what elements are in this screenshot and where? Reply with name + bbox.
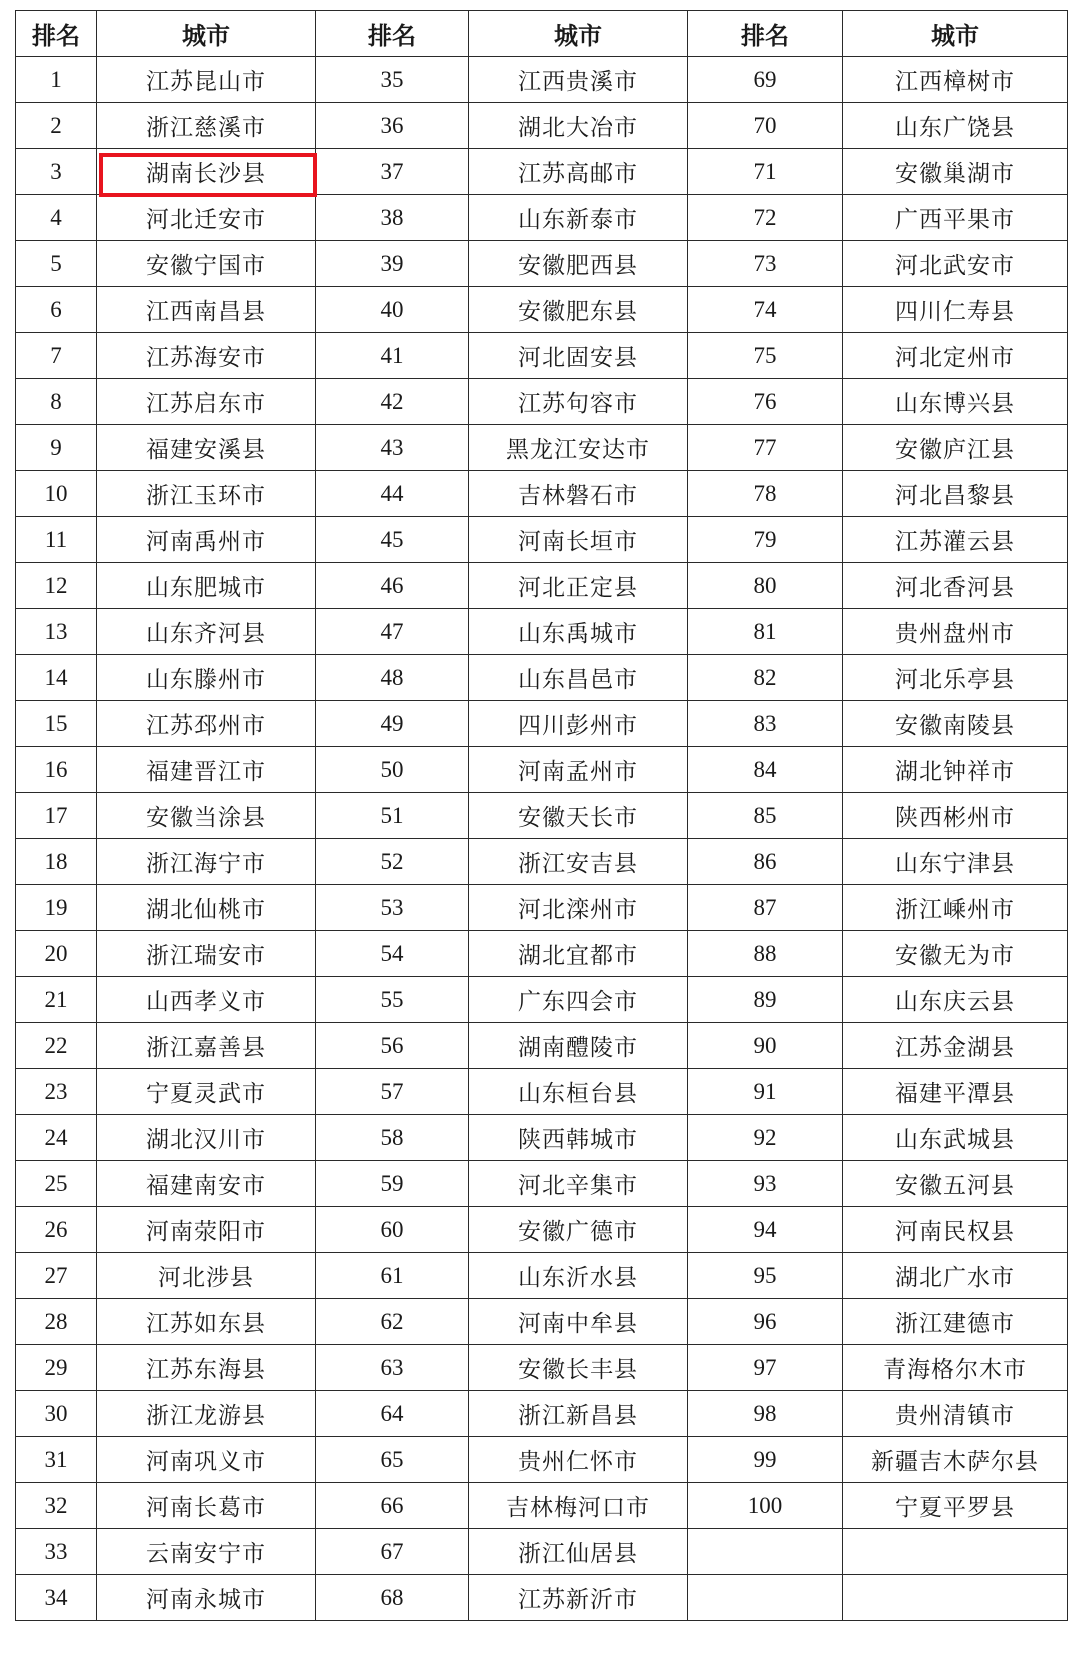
- city-cell: [843, 1575, 1068, 1621]
- rank-cell: 47: [316, 609, 469, 655]
- city-cell: 江西南昌县: [97, 287, 316, 333]
- city-cell: 江苏句容市: [469, 379, 688, 425]
- city-cell: 陕西韩城市: [469, 1115, 688, 1161]
- rank-cell: 70: [688, 103, 843, 149]
- rank-cell: 62: [316, 1299, 469, 1345]
- table-row: [16, 333, 1068, 379]
- table-row: [16, 839, 1068, 885]
- rank-cell: 50: [316, 747, 469, 793]
- rank-cell: 96: [688, 1299, 843, 1345]
- city-cell: 河南荥阳市: [97, 1207, 316, 1253]
- rank-cell: 24: [16, 1115, 97, 1161]
- city-cell: 浙江安吉县: [469, 839, 688, 885]
- rank-cell: 12: [16, 563, 97, 609]
- rank-cell: 54: [316, 931, 469, 977]
- rank-cell: 6: [16, 287, 97, 333]
- table-row: [16, 517, 1068, 563]
- city-cell: 江苏高邮市: [469, 149, 688, 195]
- table-row: [16, 57, 1068, 103]
- table-row: [16, 195, 1068, 241]
- rank-cell: 25: [16, 1161, 97, 1207]
- city-cell: 安徽巢湖市: [843, 149, 1068, 195]
- rank-cell: [688, 1529, 843, 1575]
- rank-cell: 52: [316, 839, 469, 885]
- rank-cell: 21: [16, 977, 97, 1023]
- rank-cell: 88: [688, 931, 843, 977]
- city-cell: 山东沂水县: [469, 1253, 688, 1299]
- rank-cell: 74: [688, 287, 843, 333]
- rank-cell: 55: [316, 977, 469, 1023]
- rank-cell: 95: [688, 1253, 843, 1299]
- rank-cell: 57: [316, 1069, 469, 1115]
- city-cell: 浙江新昌县: [469, 1391, 688, 1437]
- table-row: [16, 655, 1068, 701]
- table-row: [16, 149, 1068, 195]
- rank-cell: 19: [16, 885, 97, 931]
- city-cell: 河南孟州市: [469, 747, 688, 793]
- city-cell: 贵州清镇市: [843, 1391, 1068, 1437]
- table-row: [16, 1023, 1068, 1069]
- table-row: [16, 563, 1068, 609]
- rank-cell: 31: [16, 1437, 97, 1483]
- rank-cell: 89: [688, 977, 843, 1023]
- table-row: [16, 379, 1068, 425]
- rank-cell: 20: [16, 931, 97, 977]
- city-cell: 浙江龙游县: [97, 1391, 316, 1437]
- city-cell: 湖北宜都市: [469, 931, 688, 977]
- city-cell: 河南中牟县: [469, 1299, 688, 1345]
- city-cell: 山东宁津县: [843, 839, 1068, 885]
- rank-cell: 97: [688, 1345, 843, 1391]
- table-row: [16, 1115, 1068, 1161]
- city-cell: 河北定州市: [843, 333, 1068, 379]
- city-cell: 贵州盘州市: [843, 609, 1068, 655]
- table-row: [16, 885, 1068, 931]
- city-cell: 浙江瑞安市: [97, 931, 316, 977]
- city-cell: 安徽肥东县: [469, 287, 688, 333]
- rank-cell: 45: [316, 517, 469, 563]
- city-cell: 新疆吉木萨尔县: [843, 1437, 1068, 1483]
- city-cell: 河北涉县: [97, 1253, 316, 1299]
- rank-cell: 71: [688, 149, 843, 195]
- city-cell: 山东禹城市: [469, 609, 688, 655]
- city-cell: 安徽肥西县: [469, 241, 688, 287]
- table-row: [16, 1437, 1068, 1483]
- city-cell: 山西孝义市: [97, 977, 316, 1023]
- rank-cell: 26: [16, 1207, 97, 1253]
- rank-cell: [688, 1575, 843, 1621]
- rank-cell: 36: [316, 103, 469, 149]
- table-row: [16, 931, 1068, 977]
- rank-cell: 90: [688, 1023, 843, 1069]
- city-cell: 河南长葛市: [97, 1483, 316, 1529]
- rank-cell: 48: [316, 655, 469, 701]
- rank-cell: 33: [16, 1529, 97, 1575]
- table-row: [16, 1207, 1068, 1253]
- rank-column-header: 排名: [316, 11, 469, 57]
- city-column-header: 城市: [843, 11, 1068, 57]
- rank-cell: 83: [688, 701, 843, 747]
- table-row: [16, 471, 1068, 517]
- city-cell: 宁夏平罗县: [843, 1483, 1068, 1529]
- table-row: [16, 1069, 1068, 1115]
- rank-cell: 86: [688, 839, 843, 885]
- city-cell: 山东肥城市: [97, 563, 316, 609]
- rank-cell: 7: [16, 333, 97, 379]
- rank-cell: 91: [688, 1069, 843, 1115]
- rank-cell: 15: [16, 701, 97, 747]
- city-cell: 湖南醴陵市: [469, 1023, 688, 1069]
- city-cell: 河南长垣市: [469, 517, 688, 563]
- city-cell: 河北昌黎县: [843, 471, 1068, 517]
- city-cell: 云南安宁市: [97, 1529, 316, 1575]
- city-cell: 湖北广水市: [843, 1253, 1068, 1299]
- city-cell: 山东滕州市: [97, 655, 316, 701]
- table-row: [16, 103, 1068, 149]
- city-cell: 江苏新沂市: [469, 1575, 688, 1621]
- table-row: [16, 1253, 1068, 1299]
- table-row: [16, 1161, 1068, 1207]
- rank-cell: 98: [688, 1391, 843, 1437]
- city-cell: 山东昌邑市: [469, 655, 688, 701]
- city-cell: 湖北汉川市: [97, 1115, 316, 1161]
- rank-cell: 1: [16, 57, 97, 103]
- city-cell: 四川仁寿县: [843, 287, 1068, 333]
- rank-cell: 82: [688, 655, 843, 701]
- rank-cell: 49: [316, 701, 469, 747]
- city-cell: 河南巩义市: [97, 1437, 316, 1483]
- city-cell: 贵州仁怀市: [469, 1437, 688, 1483]
- city-cell: 福建平潭县: [843, 1069, 1068, 1115]
- city-cell: 浙江仙居县: [469, 1529, 688, 1575]
- rank-cell: 29: [16, 1345, 97, 1391]
- rank-cell: 37: [316, 149, 469, 195]
- city-cell: 江西樟树市: [843, 57, 1068, 103]
- table-body: [16, 57, 1068, 1621]
- rank-cell: 18: [16, 839, 97, 885]
- rank-cell: 53: [316, 885, 469, 931]
- city-cell: 河南禹州市: [97, 517, 316, 563]
- rank-cell: 39: [316, 241, 469, 287]
- table-row: [16, 1391, 1068, 1437]
- rank-column-header: 排名: [16, 11, 97, 57]
- city-column-header: 城市: [97, 11, 316, 57]
- rank-cell: 41: [316, 333, 469, 379]
- city-cell: 浙江慈溪市: [97, 103, 316, 149]
- city-cell: 安徽庐江县: [843, 425, 1068, 471]
- city-cell: 吉林梅河口市: [469, 1483, 688, 1529]
- rank-cell: 99: [688, 1437, 843, 1483]
- rank-cell: 13: [16, 609, 97, 655]
- city-cell: 江苏昆山市: [97, 57, 316, 103]
- table-row: [16, 609, 1068, 655]
- rank-cell: 27: [16, 1253, 97, 1299]
- table-row: [16, 287, 1068, 333]
- city-cell: 浙江海宁市: [97, 839, 316, 885]
- rank-cell: 76: [688, 379, 843, 425]
- table-row: [16, 241, 1068, 287]
- city-cell: 湖北钟祥市: [843, 747, 1068, 793]
- city-cell: 福建南安市: [97, 1161, 316, 1207]
- city-cell: 河北武安市: [843, 241, 1068, 287]
- rank-cell: 40: [316, 287, 469, 333]
- city-cell: 宁夏灵武市: [97, 1069, 316, 1115]
- rank-cell: 72: [688, 195, 843, 241]
- rank-cell: 46: [316, 563, 469, 609]
- city-cell: 河北滦州市: [469, 885, 688, 931]
- table-row: [16, 793, 1068, 839]
- rank-cell: 10: [16, 471, 97, 517]
- city-cell: 浙江嵊州市: [843, 885, 1068, 931]
- rank-cell: 93: [688, 1161, 843, 1207]
- city-cell: 黑龙江安达市: [469, 425, 688, 471]
- city-cell: 江苏东海县: [97, 1345, 316, 1391]
- table-row: [16, 1483, 1068, 1529]
- city-cell: 安徽五河县: [843, 1161, 1068, 1207]
- rank-column-header: 排名: [688, 11, 843, 57]
- rank-cell: 85: [688, 793, 843, 839]
- city-cell: [843, 1529, 1068, 1575]
- rank-cell: 11: [16, 517, 97, 563]
- city-cell: 河南民权县: [843, 1207, 1068, 1253]
- rank-cell: 35: [316, 57, 469, 103]
- city-cell: 浙江建德市: [843, 1299, 1068, 1345]
- city-cell: 江苏如东县: [97, 1299, 316, 1345]
- table-row: [16, 1529, 1068, 1575]
- city-cell: 河北辛集市: [469, 1161, 688, 1207]
- city-cell: 山东庆云县: [843, 977, 1068, 1023]
- rank-cell: 28: [16, 1299, 97, 1345]
- rank-cell: 81: [688, 609, 843, 655]
- city-cell: 湖北大冶市: [469, 103, 688, 149]
- rank-cell: 8: [16, 379, 97, 425]
- rank-cell: 87: [688, 885, 843, 931]
- city-cell: 江苏金湖县: [843, 1023, 1068, 1069]
- city-cell: 河南永城市: [97, 1575, 316, 1621]
- rank-cell: 61: [316, 1253, 469, 1299]
- rank-cell: 64: [316, 1391, 469, 1437]
- city-cell: 安徽当涂县: [97, 793, 316, 839]
- rank-cell: 9: [16, 425, 97, 471]
- city-cell: 江苏灌云县: [843, 517, 1068, 563]
- city-cell: 广东四会市: [469, 977, 688, 1023]
- rank-cell: 69: [688, 57, 843, 103]
- rank-cell: 51: [316, 793, 469, 839]
- city-cell: 湖南长沙县: [97, 149, 316, 195]
- city-cell: 山东新泰市: [469, 195, 688, 241]
- rank-cell: 67: [316, 1529, 469, 1575]
- city-cell: 安徽南陵县: [843, 701, 1068, 747]
- rank-cell: 84: [688, 747, 843, 793]
- rank-cell: 78: [688, 471, 843, 517]
- rank-cell: 100: [688, 1483, 843, 1529]
- ranking-table: [15, 10, 1068, 1621]
- rank-cell: 16: [16, 747, 97, 793]
- rank-cell: 3: [16, 149, 97, 195]
- city-column-header: 城市: [469, 11, 688, 57]
- rank-cell: 56: [316, 1023, 469, 1069]
- city-cell: 河北迁安市: [97, 195, 316, 241]
- rank-cell: 38: [316, 195, 469, 241]
- rank-cell: 43: [316, 425, 469, 471]
- city-cell: 山东广饶县: [843, 103, 1068, 149]
- table-row: [16, 701, 1068, 747]
- rank-cell: 60: [316, 1207, 469, 1253]
- city-cell: 江苏海安市: [97, 333, 316, 379]
- table-row: [16, 977, 1068, 1023]
- city-cell: 福建安溪县: [97, 425, 316, 471]
- rank-cell: 2: [16, 103, 97, 149]
- city-cell: 江西贵溪市: [469, 57, 688, 103]
- rank-cell: 77: [688, 425, 843, 471]
- city-cell: 江苏邳州市: [97, 701, 316, 747]
- rank-cell: 30: [16, 1391, 97, 1437]
- rank-cell: 14: [16, 655, 97, 701]
- city-cell: 青海格尔木市: [843, 1345, 1068, 1391]
- rank-cell: 94: [688, 1207, 843, 1253]
- city-cell: 山东桓台县: [469, 1069, 688, 1115]
- city-cell: 安徽长丰县: [469, 1345, 688, 1391]
- city-cell: 四川彭州市: [469, 701, 688, 747]
- city-cell: 浙江嘉善县: [97, 1023, 316, 1069]
- city-cell: 福建晋江市: [97, 747, 316, 793]
- city-cell: 安徽无为市: [843, 931, 1068, 977]
- city-cell: 山东武城县: [843, 1115, 1068, 1161]
- rank-cell: 66: [316, 1483, 469, 1529]
- rank-cell: 34: [16, 1575, 97, 1621]
- city-cell: 河北香河县: [843, 563, 1068, 609]
- rank-cell: 92: [688, 1115, 843, 1161]
- city-cell: 吉林磐石市: [469, 471, 688, 517]
- rank-cell: 73: [688, 241, 843, 287]
- city-cell: 山东博兴县: [843, 379, 1068, 425]
- rank-cell: 65: [316, 1437, 469, 1483]
- table-row: [16, 1575, 1068, 1621]
- city-cell: 安徽宁国市: [97, 241, 316, 287]
- rank-cell: 59: [316, 1161, 469, 1207]
- city-cell: 河北乐亭县: [843, 655, 1068, 701]
- rank-cell: 23: [16, 1069, 97, 1115]
- rank-cell: 80: [688, 563, 843, 609]
- table-row: [16, 747, 1068, 793]
- city-cell: 安徽天长市: [469, 793, 688, 839]
- rank-cell: 22: [16, 1023, 97, 1069]
- rank-cell: 17: [16, 793, 97, 839]
- rank-cell: 63: [316, 1345, 469, 1391]
- city-cell: 陕西彬州市: [843, 793, 1068, 839]
- rank-cell: 68: [316, 1575, 469, 1621]
- header-row: [16, 11, 1068, 57]
- table-row: [16, 1299, 1068, 1345]
- rank-cell: 44: [316, 471, 469, 517]
- rank-cell: 79: [688, 517, 843, 563]
- rank-cell: 32: [16, 1483, 97, 1529]
- rank-cell: 42: [316, 379, 469, 425]
- city-cell: 广西平果市: [843, 195, 1068, 241]
- city-cell: 河北固安县: [469, 333, 688, 379]
- table-row: [16, 425, 1068, 471]
- city-cell: 江苏启东市: [97, 379, 316, 425]
- city-cell: 河北正定县: [469, 563, 688, 609]
- city-cell: 湖北仙桃市: [97, 885, 316, 931]
- city-cell: 安徽广德市: [469, 1207, 688, 1253]
- table-row: [16, 1345, 1068, 1391]
- rank-cell: 75: [688, 333, 843, 379]
- rank-cell: 4: [16, 195, 97, 241]
- rank-cell: 58: [316, 1115, 469, 1161]
- city-cell: 山东齐河县: [97, 609, 316, 655]
- city-cell: 浙江玉环市: [97, 471, 316, 517]
- rank-cell: 5: [16, 241, 97, 287]
